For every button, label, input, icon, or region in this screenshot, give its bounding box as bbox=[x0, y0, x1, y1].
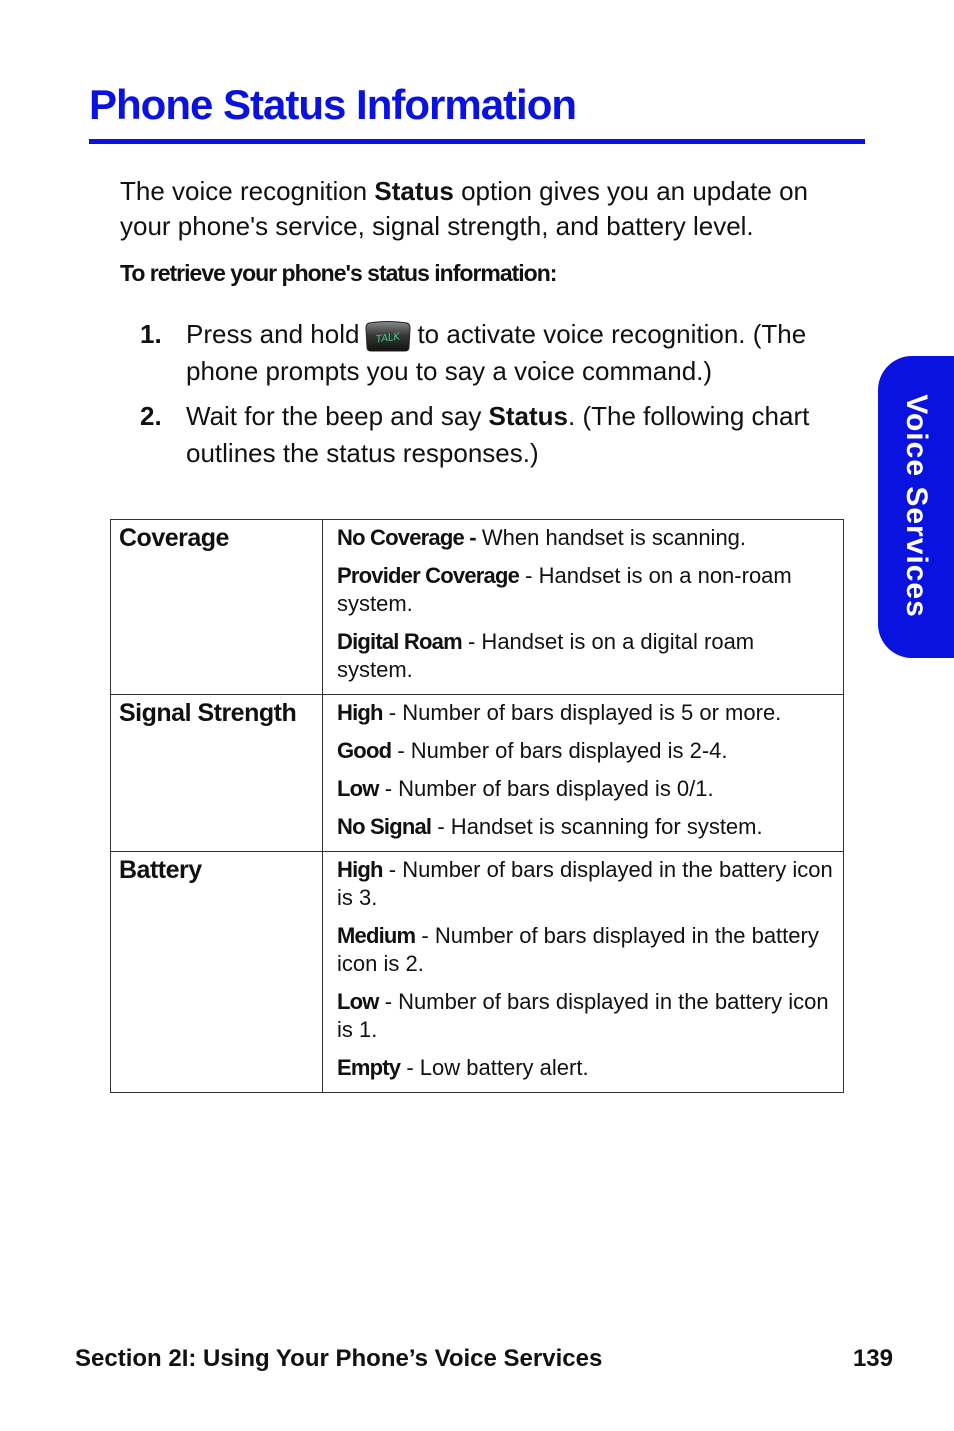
procedure-heading: To retrieve your phone's status information: bbox=[120, 260, 557, 286]
row-label: Battery bbox=[111, 852, 323, 1093]
svg-text:TALK: TALK bbox=[375, 331, 402, 346]
list-item: High - Number of bars displayed in the battery icon is 3. bbox=[337, 857, 833, 910]
row-description bbox=[323, 695, 844, 852]
list-item: Digital Roam - Handset is on a digital roam system. bbox=[337, 629, 755, 682]
talk-key-icon bbox=[365, 319, 411, 353]
page-title: Phone Status Information bbox=[89, 81, 577, 128]
row-description bbox=[323, 852, 844, 1093]
footer-section-title: Section 2I: Using Your Phone’s Voice Services bbox=[75, 1345, 603, 1372]
step-number: 1. bbox=[140, 319, 162, 349]
step-text: Wait for the beep and say Status. (The following chart outlines the status responses.) bbox=[186, 401, 810, 468]
list-item: High - Number of bars displayed is 5 or more. bbox=[337, 700, 782, 725]
intro-paragraph: The voice recognition Status option gives you an update on your phone's service, signal strength, and battery level. bbox=[120, 176, 809, 241]
list-item: No Coverage - When handset is scanning. bbox=[337, 525, 747, 550]
list-item: Low - Number of bars displayed is 0/1. bbox=[337, 776, 714, 801]
section-tab-label: Voice Services bbox=[900, 394, 933, 618]
list-item: No Signal - Handset is scanning for system. bbox=[337, 814, 763, 839]
status-table bbox=[110, 519, 844, 1093]
list-item: Empty - Low battery alert. bbox=[337, 1055, 589, 1080]
row-label: Signal Strength bbox=[111, 695, 323, 852]
list-item: Medium - Number of bars displayed in the battery icon is 2. bbox=[337, 923, 819, 976]
table-row bbox=[111, 695, 844, 852]
row-description bbox=[323, 520, 844, 695]
table-row bbox=[111, 852, 844, 1093]
list-item: Good - Number of bars displayed is 2-4. bbox=[337, 738, 728, 763]
step-number: 2. bbox=[140, 401, 162, 431]
page-number: 139 bbox=[852, 1345, 893, 1372]
step-text: Press and hold TALK to activate voice recognition. (The phone prompts you to say a voice command.) bbox=[186, 319, 807, 387]
table-row bbox=[111, 520, 844, 695]
list-item: Low - Number of bars displayed in the battery icon is 1. bbox=[337, 989, 829, 1042]
row-label: Coverage bbox=[111, 520, 323, 695]
title-rule bbox=[89, 139, 865, 144]
list-item: Provider Coverage - Handset is on a non-roam system. bbox=[337, 563, 792, 616]
